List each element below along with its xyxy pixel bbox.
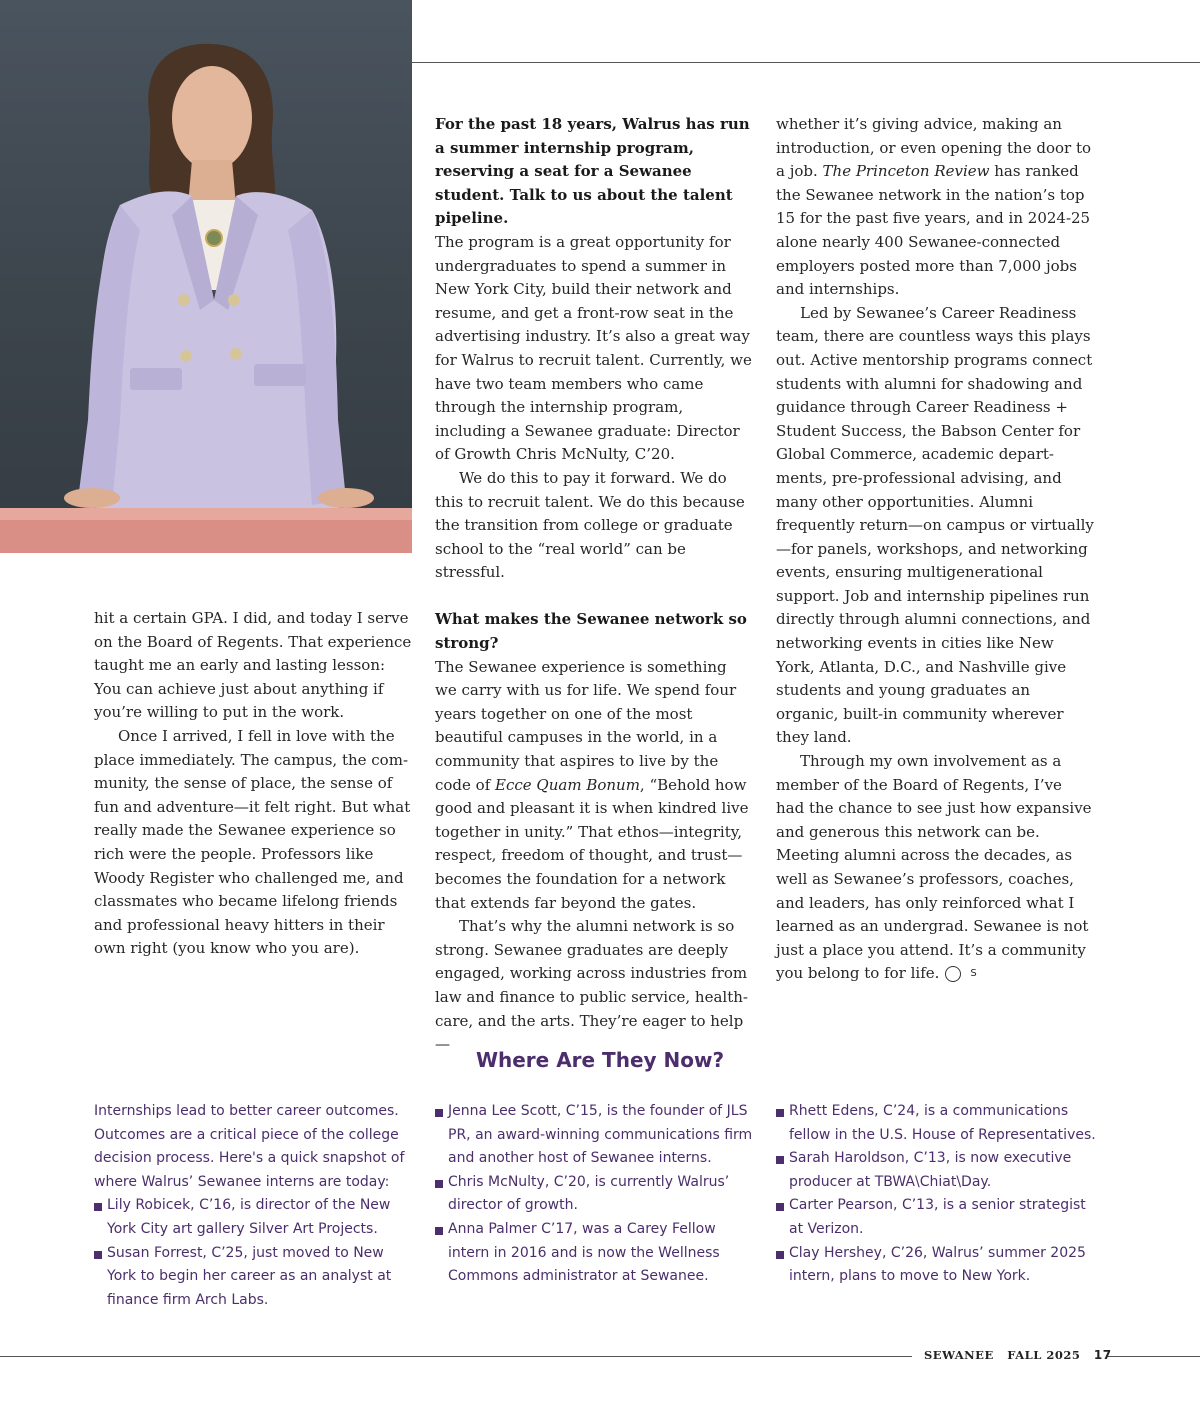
bullet-square-icon — [776, 1203, 784, 1211]
interview-question: For the past 18 years, Walrus has run a summer internship program, reserving a seat for a Sewanee student. Talk to us about the talent pipeline. — [435, 115, 750, 228]
list-item: Chris McNulty, C’20, is currently Walrus’ director of growth. — [435, 1171, 755, 1218]
bullet-square-icon — [776, 1251, 784, 1259]
page-number: 17 — [1093, 1348, 1112, 1362]
sidebar-heading: Where Are They Now? — [475, 1048, 725, 1072]
interview-question: What makes the Sewanee network so strong? — [435, 610, 747, 653]
footer-rule — [0, 1356, 912, 1357]
article-column-1 — [94, 607, 412, 961]
text-run: has ranked the Sewanee network in the nation’s top 15 for the past five years, and in 2024-25 alone nearly 400 Sewanee-connected employers posted more than 7,000 jobs and internships. — [776, 162, 1091, 299]
text-run: Through my own involvement as a member of the Board of Regents, I’ve had the chance to see just how expansive and generous this network can be. Meeting alumni across the decades, as well as Sewanee’s professors, coaches, and leaders, has only reinforced what I learned as an undergrad. Sewanee is not just a place you attend. It’s a community you belong to for life. — [776, 752, 1092, 983]
footer-rule — [1106, 1356, 1200, 1357]
intern-list — [94, 1194, 414, 1312]
paragraph: That’s why the alumni network is so strong. Sewanee graduates are deeply engaged, working across industries from law and finance to public service, healthcare, and the arts. They’re eager to help— — [435, 917, 748, 1054]
list-item: Clay Hershey, C’26, Walrus’ summer 2025 intern, plans to move to New York. — [776, 1242, 1096, 1289]
sidebar-column-3 — [776, 1100, 1096, 1289]
issue-label: FALL 2025 — [1007, 1348, 1081, 1362]
list-item: Susan Forrest, C’25, just moved to New York to begin her career as an analyst at finance firm Arch Labs. — [94, 1242, 414, 1313]
list-item: Lily Robicek, C’16, is director of the New York City art gallery Silver Art Projects. — [94, 1194, 414, 1241]
list-item: Rhett Edens, C’24, is a communications fellow in the U.S. House of Representatives. — [776, 1100, 1096, 1147]
latin-motto: Ecce Quam Bonum — [495, 775, 640, 794]
sidebar-column-2 — [435, 1100, 755, 1289]
list-item: Jenna Lee Scott, C’15, is the founder of JLS PR, an award-winning communications firm and another host of Sewanee interns. — [435, 1100, 755, 1171]
sidebar-intro: Internships lead to better career outcomes. Outcomes are a critical piece of the college decision process. Here's a quick snapshot of where Walrus’ Sewanee interns are today: — [94, 1103, 405, 1190]
paragraph — [776, 113, 1094, 302]
text-run: , “Behold how good and pleasant it is when kindred live together in unity.” That ethos—integrity, respect, freedom of thought, and trust—becomes the foundation for a network that extends far beyond the gates. — [435, 775, 749, 912]
list-item: Sarah Haroldson, C’13, is now executive producer at TBWA\Chiat\Day. — [776, 1147, 1096, 1194]
text-run: The Sewanee experience is something we carry with us for life. We spend four years together on one of the most beautiful campuses in the world, in a community that aspires to live by the code of — [435, 657, 737, 794]
paragraph: Led by Sewanee’s Career Readiness team, there are countless ways this plays out. Active mentorship programs connect students with alumni for shadowing and guidance through Career Readiness + Student Success, the Babson Center for Global Commerce, academic departments, pre-professional advising, and many other opportunities. Alumni frequently return—on campus or virtually—for panels, workshops, and networking events, ensuring multigenerational support. Job and internship pipelines run directly through alumni connections, and networking events in cities like New York, Atlanta, D.C., and Nashville give students and young graduates an organic, built-in community wherever they land. — [776, 303, 1094, 747]
intern-list — [435, 1100, 755, 1289]
text-run: whether it’s giving advice, making an introduction, or even opening the door to a job. — [776, 115, 1092, 181]
bullet-square-icon — [776, 1156, 784, 1164]
list-item: Anna Palmer C’17, was a Carey Fellow intern in 2016 and is now the Wellness Commons administrator at Sewanee. — [435, 1218, 755, 1289]
bullet-square-icon — [435, 1109, 443, 1117]
bullet-square-icon — [94, 1251, 102, 1259]
article-column-3 — [776, 113, 1094, 986]
publication-title: The Princeton Review — [822, 162, 990, 181]
sidebar-column-1 — [94, 1100, 414, 1312]
portrait-photo — [0, 0, 412, 553]
intern-list — [776, 1100, 1096, 1289]
bullet-square-icon — [94, 1203, 102, 1211]
paragraph: Once I arrived, I fell in love with the place immediately. The campus, the community, the sense of place, the sense of fun and adventure—it felt right. But what really made the Sewanee experience so rich were the people. Professors like Woody Register who challenged me, and classmates who became lifelong friends and professional heavy hitters in their own right (you know who you are). — [94, 726, 411, 958]
page-footer — [924, 1348, 1112, 1362]
article-column-2 — [435, 113, 753, 1057]
magazine-name: SEWANEE — [924, 1348, 994, 1362]
end-mark-icon: S — [945, 966, 961, 982]
list-item: Carter Pearson, C’13, is a senior strategist at Verizon. — [776, 1194, 1096, 1241]
paragraph: The program is a great opportunity for undergraduates to spend a summer in New York City, build their network and resume, and get a front-row seat in the advertising industry. It’s also a great way for Walrus to recruit talent. Currently, we have two team members who came through the internship program, including a Sewanee graduate: Director of Growth Chris McNulty, C’20. — [435, 232, 752, 464]
paragraph — [435, 656, 753, 916]
paragraph: hit a certain GPA. I did, and today I serve on the Board of Regents. That experience taught me an early and lasting lesson: You can achieve just about anything if you’re willing to put in the work. — [94, 609, 412, 722]
paragraph: We do this to pay it forward. We do this to recruit talent. We do this because the transition from college or graduate school to the “real world” can be stressful. — [435, 468, 745, 582]
bullet-square-icon — [435, 1180, 443, 1188]
paragraph — [776, 750, 1094, 986]
bullet-square-icon — [435, 1227, 443, 1235]
bullet-square-icon — [776, 1109, 784, 1117]
